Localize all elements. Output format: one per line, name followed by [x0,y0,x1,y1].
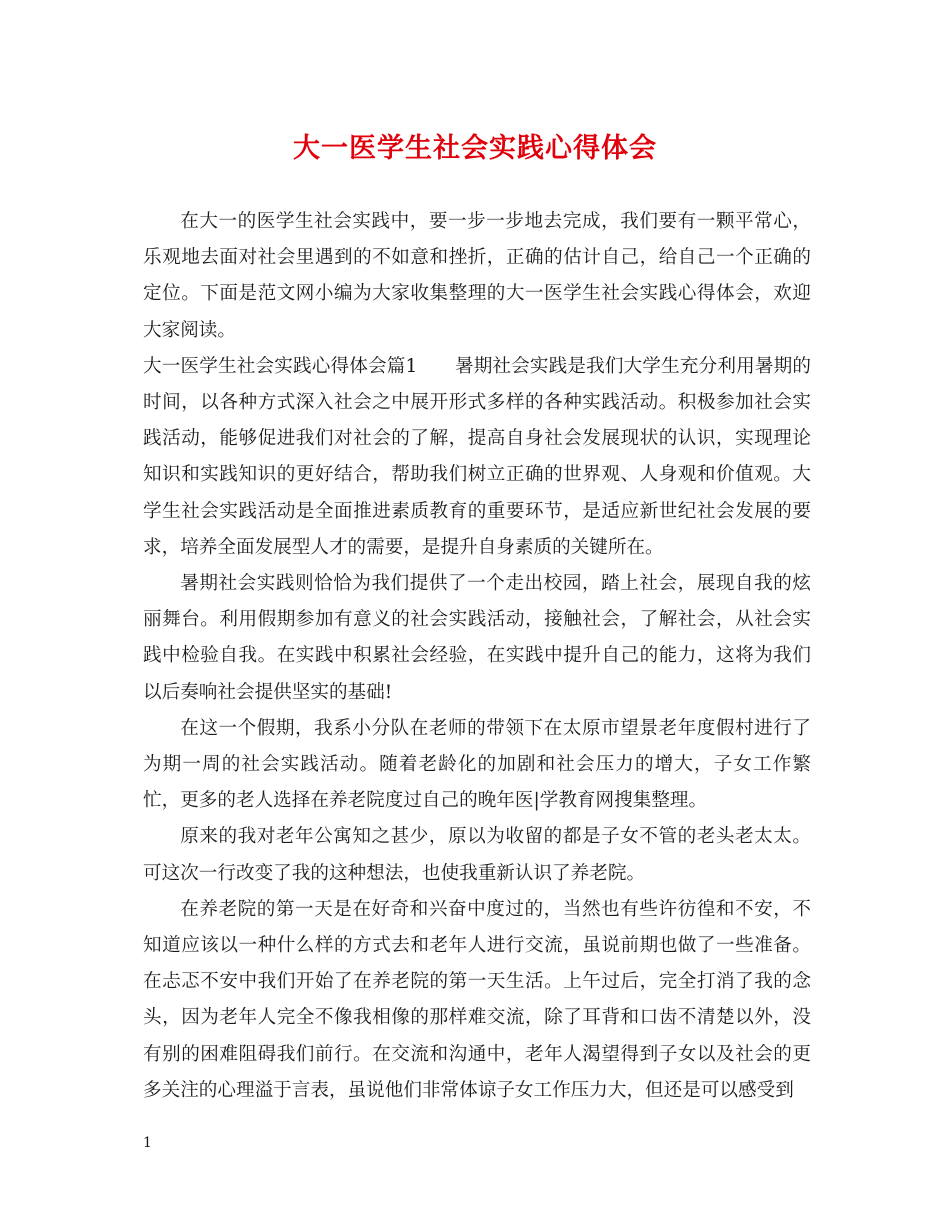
paragraph-first-day: 在养老院的第一天是在好奇和兴奋中度过的，当然也有些许彷徨和不安，不知道应该以一种什么样的方式去和老年人进行交流，虽说前期也做了一些准备。在忐忑不安中我们开始了在养老院的第一天生活。上午过后，完全打消了我的念头，因为老年人完全不像我相像的那样难交流，除了耳背和口齿不清楚以外，没有别的困难阻碍我们前行。在交流和沟通中，老年人渴望得到子女以及社会的更多关注的心理溢于言表，虽说他们非常体谅子女工作压力大，但还是可以感受到 [143,898,811,1101]
document-title: 大一医学生社会实践心得体会 [293,133,657,164]
paragraph-intro: 在大一的医学生社会实践中，要一步一步地去完成，我们要有一颗平常心，乐观地去面对社会里遇到的不如意和挫折，正确的估计自己，给自己一个正确的定位。下面是范文网小编为大家收集整理的大一医学生社会实践心得体会，欢迎大家阅读。 [143,211,811,341]
paragraph-summer-practice: 暑期社会实践则恰恰为我们提供了一个走出校园，踏上社会，展现自我的炫丽舞台。利用假期参加有意义的社会实践活动，接触社会，了解社会，从社会实践中检验自我。在实践中积累社会经验，在实践中提升自己的能力，这将为我们以后奏响社会提供坚实的基础! [143,573,811,703]
paragraph-section-1: 大一医学生社会实践心得体会篇1 暑期社会实践是我们大学生充分利用暑期的时间，以各种方式深入社会之中展开形式多样的各种实践活动。积极参加社会实践活动，能够促进我们对社会的了解，提高自身社会发展现状的认识，实现理论知识和实践知识的更好结合，帮助我们树立正确的世界观、人身观和价值观。大学生社会实践活动是全面推进素质教育的重要环节，是适应新世纪社会发展的要求，培养全面发展型人才的需要，是提升自身素质的关键所在。 [143,355,811,558]
paragraph-impression: 原来的我对老年公寓知之甚少，原以为收留的都是子女不管的老头老太太。可这次一行改变了我的这种想法，也使我重新认识了养老院。 [143,826,811,884]
document-body [143,204,811,1109]
page-number: 1 [143,1135,152,1151]
paragraph-team-activity: 在这一个假期，我系小分队在老师的带领下在太原市望景老年度假村进行了为期一周的社会实践活动。随着老龄化的加剧和社会压力的增大，子女工作繁忙，更多的老人选择在养老院度过自己的晚年医|学教育网搜集整理。 [143,717,811,812]
